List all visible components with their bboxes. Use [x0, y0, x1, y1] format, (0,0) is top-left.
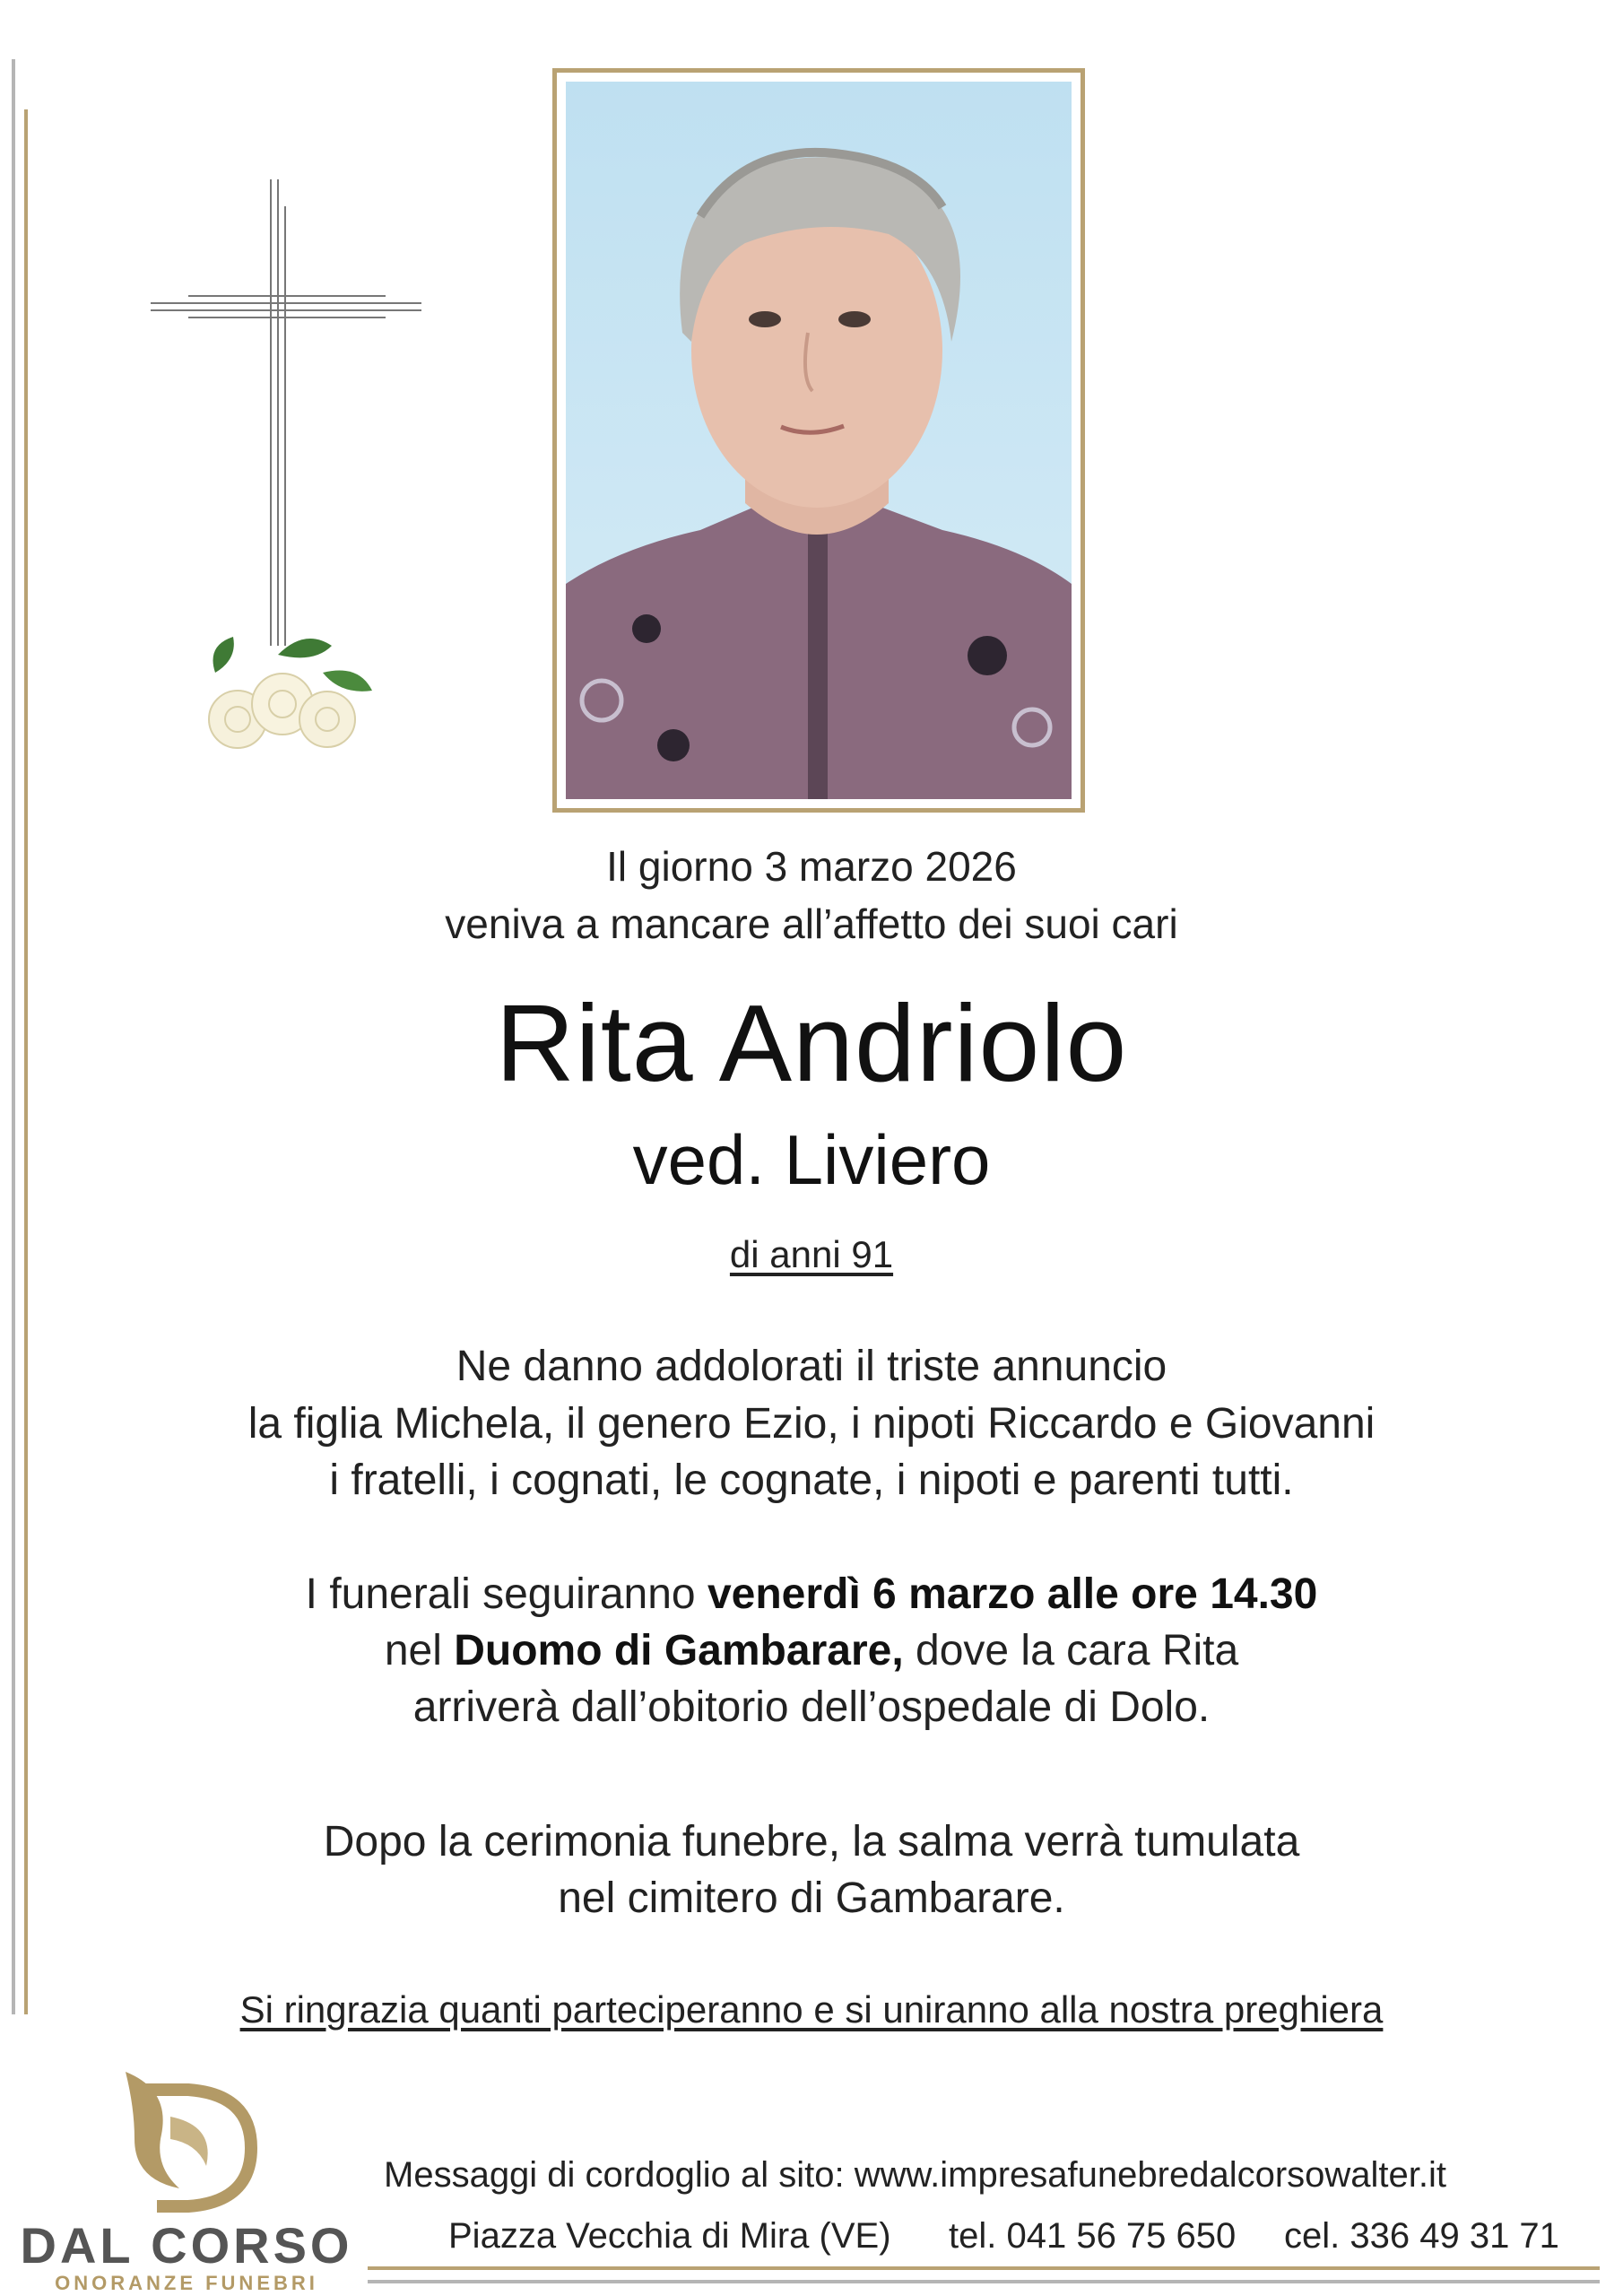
logo-subtitle: ONORANZE FUNEBRI	[55, 2272, 318, 2294]
family-line-3: i fratelli, i cognati, le cognate, i nipoti e parenti tutti.	[329, 1457, 1294, 1504]
funeral-line-2-pre: nel	[384, 1627, 455, 1674]
footer-tel: tel. 041 56 75 650	[949, 2216, 1237, 2256]
funeral-line-2-post: dove la cara Rita	[903, 1627, 1239, 1674]
funeral-place: Duomo di Gambarare,	[454, 1627, 904, 1674]
funeral-line-1-text: I funerali seguiranno	[305, 1570, 707, 1618]
burial-line-1: Dopo la cerimonia funebre, la salma verrà tumulata	[323, 1818, 1300, 1866]
funeral-line-1	[0, 1566, 1623, 1622]
funeral-line-2	[0, 1622, 1623, 1679]
dal-corso-logo-icon	[108, 2054, 260, 2215]
footer-address: Piazza Vecchia di Mira (VE)	[448, 2216, 891, 2256]
funeral-line-3: arriverà dall’obitorio dell’ospedale di Dolo.	[412, 1683, 1211, 1731]
family-line-2: la figlia Michela, il genero Ezio, i nipoti Riccardo e Giovanni	[247, 1400, 1376, 1448]
footer-cel: cel. 336 49 31 71	[1284, 2216, 1559, 2256]
logo-name: DAL CORSO	[20, 2217, 353, 2274]
deceased-name: Rita Andriolo	[495, 982, 1128, 1104]
funeral-datetime: venerdì 6 marzo alle ore 14.30	[707, 1570, 1318, 1618]
bottom-border-grey	[368, 2280, 1600, 2283]
portrait-photo	[566, 82, 1072, 799]
thanks-line: Si ringrazia quanti parteciperanno e si uniranno alla nostra preghiera	[239, 1988, 1384, 2031]
bottom-border-gold	[368, 2266, 1600, 2270]
cross-icon	[143, 170, 439, 771]
photo-frame	[552, 68, 1085, 813]
age-label: di anni 91	[729, 1233, 894, 1275]
deceased-subname: ved. Liviero	[632, 1120, 991, 1199]
roses-icon	[209, 637, 372, 748]
family-line-1: Ne danno addolorati il triste annuncio	[456, 1343, 1167, 1390]
intro-line-2: veniva a mancare all’affetto dei suoi cari	[445, 900, 1178, 947]
intro-line-1: Il giorno 3 marzo 2026	[606, 843, 1017, 890]
burial-line-2: nel cimitero di Gambarare.	[558, 1874, 1065, 1922]
footer-messages: Messaggi di cordoglio al sito: www.impresafunebredalcorsowalter.it	[384, 2155, 1446, 2195]
